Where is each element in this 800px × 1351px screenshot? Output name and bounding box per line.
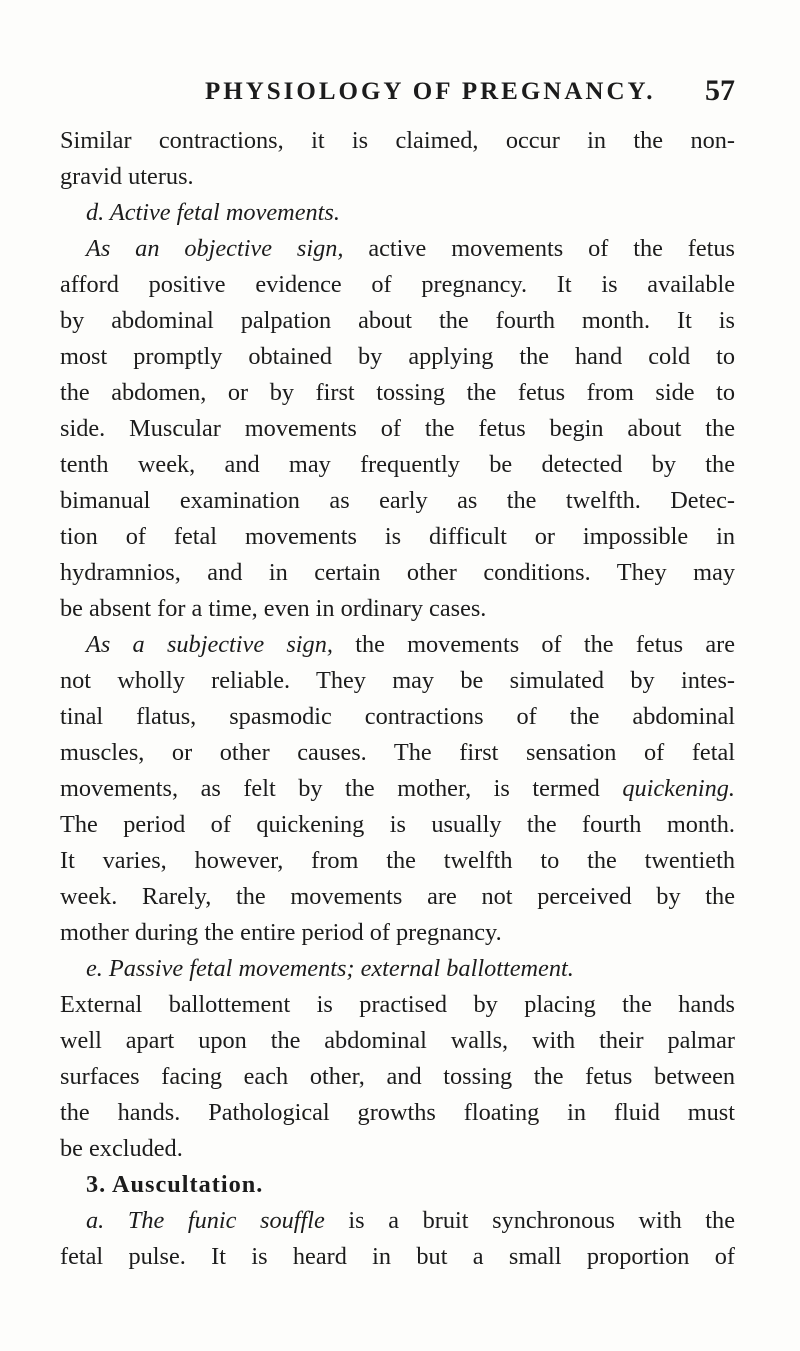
text-line: Similar contractions, it is claimed, occur in the non- xyxy=(60,127,735,154)
text-line: by abdominal palpation about the fourth month. It is xyxy=(60,307,735,334)
text-line: not wholly reliable. They may be simulated by intes- xyxy=(60,667,735,694)
section-heading-auscultation: 3. Auscultation. xyxy=(86,1171,264,1198)
text-line: gravid uterus. xyxy=(60,163,194,190)
text-line: fetal pulse. It is heard in but a small proportion of xyxy=(60,1243,735,1270)
text-line: muscles, or other causes. The first sensation of fetal xyxy=(60,739,735,766)
page-number: 57 xyxy=(705,74,735,107)
text-line: hydramnios, and in certain other conditions. They may xyxy=(60,559,735,586)
text-line: mother during the entire period of pregnancy. xyxy=(60,919,502,946)
text-line: surfaces facing each other, and tossing the fetus between xyxy=(60,1063,735,1090)
subheading-active-fetal-movements: d. Active fetal movements. xyxy=(86,199,340,226)
text-line: be absent for a time, even in ordinary cases. xyxy=(60,595,487,622)
text-line: be excluded. xyxy=(60,1135,183,1162)
text-line: As a subjective sign, the movements of the fetus are xyxy=(86,631,735,658)
body-text xyxy=(60,123,735,1275)
text-line: week. Rarely, the movements are not perceived by the xyxy=(60,883,735,910)
page-header xyxy=(205,74,735,118)
text-line: tion of fetal movements is difficult or impossible in xyxy=(60,523,735,550)
text-line: tinal flatus, spasmodic contractions of the abdominal xyxy=(60,703,735,730)
text-line: bimanual examination as early as the twelfth. Detec- xyxy=(60,487,735,514)
text-line: It varies, however, from the twelfth to the twentieth xyxy=(60,847,735,874)
text-line: The period of quickening is usually the fourth month. xyxy=(60,811,735,838)
text-line: As an objective sign, active movements of the fetus xyxy=(86,235,735,262)
running-title: PHYSIOLOGY OF PREGNANCY. xyxy=(205,78,656,105)
text-line: most promptly obtained by applying the hand cold to xyxy=(60,343,735,370)
text-line: movements, as felt by the mother, is termed quickening. xyxy=(60,775,735,802)
text-line: tenth week, and may frequently be detected by the xyxy=(60,451,735,478)
text-line: a. The funic souffle is a bruit synchronous with the xyxy=(86,1207,735,1234)
text-line: side. Muscular movements of the fetus begin about the xyxy=(60,415,735,442)
text-line: External ballottement is practised by placing the hands xyxy=(60,991,735,1018)
text-line: well apart upon the abdominal walls, with their palmar xyxy=(60,1027,735,1054)
text-line: afford positive evidence of pregnancy. It is available xyxy=(60,271,735,298)
text-line: the abdomen, or by first tossing the fetus from side to xyxy=(60,379,735,406)
subheading-passive-fetal-movements: e. Passive fetal movements; external ballottement. xyxy=(86,955,574,982)
text-line: the hands. Pathological growths floating in fluid must xyxy=(60,1099,735,1126)
